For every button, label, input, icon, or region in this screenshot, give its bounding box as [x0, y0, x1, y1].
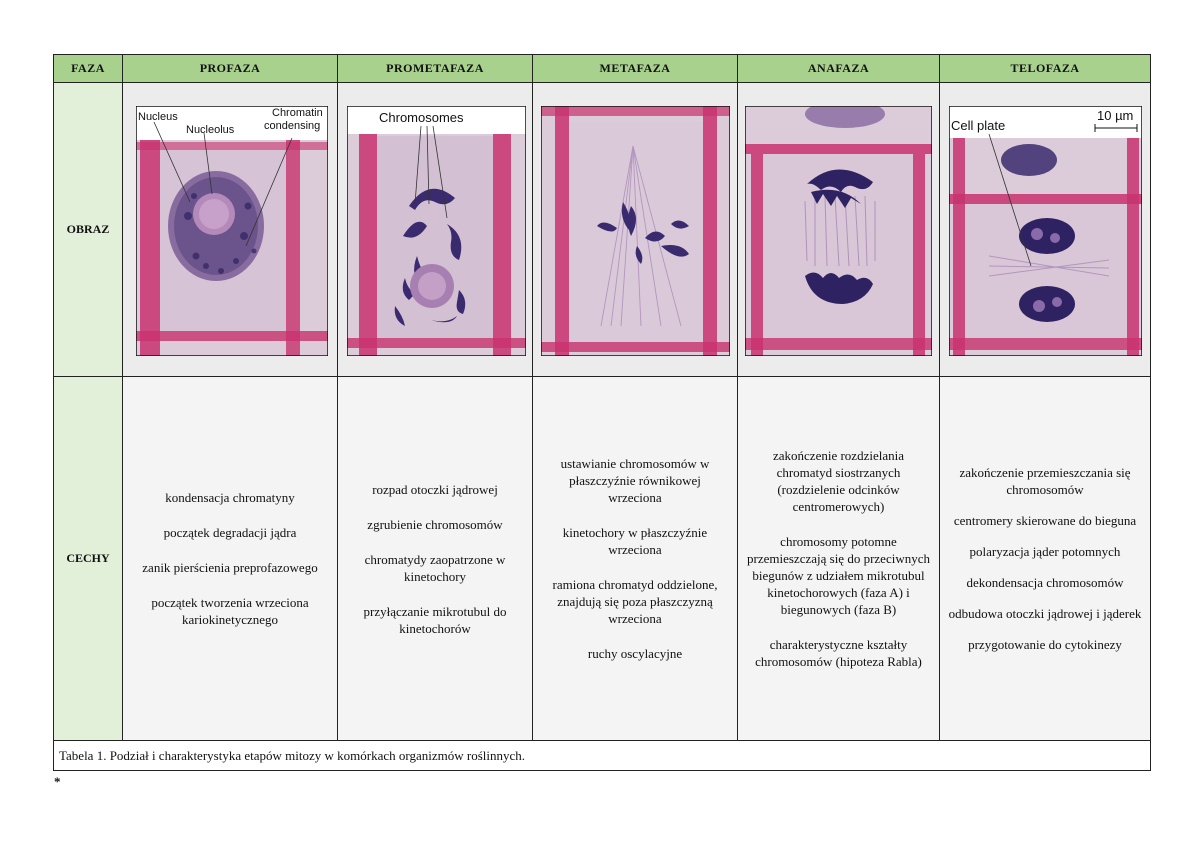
feature-item: polaryzacja jąder potomnych [969, 544, 1121, 559]
row-label-image: OBRAZ [54, 83, 123, 377]
header-metaphase: METAFAZA [533, 55, 738, 83]
anaphase-micrograph [745, 106, 932, 356]
feature-item: początek degradacji jądra [163, 525, 297, 540]
prometaphase-micrograph [347, 106, 526, 356]
header-prophase: PROFAZA [123, 55, 338, 83]
feature-item: charakterystyczne kształty chromosomów (hipoteza Rabla) [755, 637, 922, 669]
feature-item: rozpad otoczki jądrowej [372, 481, 498, 497]
features-prophase [123, 377, 338, 741]
table-caption: Tabela 1. Podział i charakterystyka etapów mitozy w komórkach organizmów roślinnych. [54, 741, 1151, 771]
feature-item: początek tworzenia wrzeciona kariokinetycznego [151, 595, 309, 627]
feature-item: centromery skierowane do bieguna [953, 513, 1137, 528]
feature-item: zgrubienie chromosomów [367, 516, 503, 532]
footnote-asterisk: * [54, 774, 61, 789]
caption-row [54, 741, 1151, 771]
row-label-features: CECHY [54, 377, 123, 741]
feature-item: ruchy oscylacyjne [587, 646, 683, 661]
header-telophase: TELOFAZA [940, 55, 1151, 83]
feature-item: zanik pierścienia preprofazowego [142, 560, 318, 575]
feature-item: chromosomy potomne przemieszczają się do przeciwnych biegunów z udziałem mikrotubul kinetochorowych (faza A) i biegunowych (faza B) [747, 534, 930, 617]
feature-item: odbudowa otoczki jądrowej i jąderek [948, 606, 1142, 621]
features-anaphase [738, 377, 940, 741]
feature-item: ramiona chromatyd oddzielone, znajdują się poza płaszczyzną wrzeciona [552, 577, 718, 626]
features-telophase [940, 377, 1151, 741]
image-cell-telophase [940, 83, 1151, 377]
image-cell-anaphase [738, 83, 940, 377]
label-nucleolus: Nucleolus [186, 124, 235, 136]
mitosis-table [53, 54, 1151, 771]
feature-item: zakończenie przemieszczania się chromosomów [959, 465, 1131, 497]
features-metaphase [533, 377, 738, 741]
feature-item: przyłączanie mikrotubul do kinetochorów [363, 603, 507, 636]
header-anaphase: ANAFAZA [738, 55, 940, 83]
feature-item: dekondensacja chromosomów [966, 575, 1124, 590]
image-row [54, 83, 1151, 377]
feature-item: kondensacja chromatyny [165, 490, 295, 505]
image-cell-metaphase [533, 83, 738, 377]
label-nucleus: Nucleus [138, 111, 178, 123]
feature-item: chromatydy zaopatrzone w kinetochory [364, 551, 506, 584]
header-phase: FAZA [54, 55, 123, 83]
feature-item: ustawianie chromosomów w płaszczyźnie równikowej wrzeciona [560, 456, 710, 505]
label-chromatin-1: Chromatin [272, 107, 323, 119]
label-chromatin-2: condensing [264, 120, 321, 132]
image-cell-prometaphase [338, 83, 533, 377]
label-scale-bar: 10 µm [1097, 108, 1134, 123]
feature-item: zakończenie rozdzielania chromatyd siostrzanych (rozdzielenie odcinków centromerowych) [773, 448, 904, 514]
image-cell-prophase [123, 83, 338, 377]
features-row [54, 377, 1151, 741]
header-row [54, 55, 1151, 83]
label-chromosomes: Chromosomes [379, 110, 464, 125]
feature-item: kinetochory w płaszczyźnie wrzeciona [562, 525, 708, 557]
features-prometaphase [338, 377, 533, 741]
prophase-micrograph [136, 106, 328, 356]
telophase-micrograph [949, 106, 1142, 356]
feature-item: przygotowanie do cytokinezy [968, 637, 1122, 652]
label-cell-plate: Cell plate [951, 118, 1006, 133]
header-prometaphase: PROMETAFAZA [338, 55, 533, 83]
metaphase-micrograph [541, 106, 730, 356]
